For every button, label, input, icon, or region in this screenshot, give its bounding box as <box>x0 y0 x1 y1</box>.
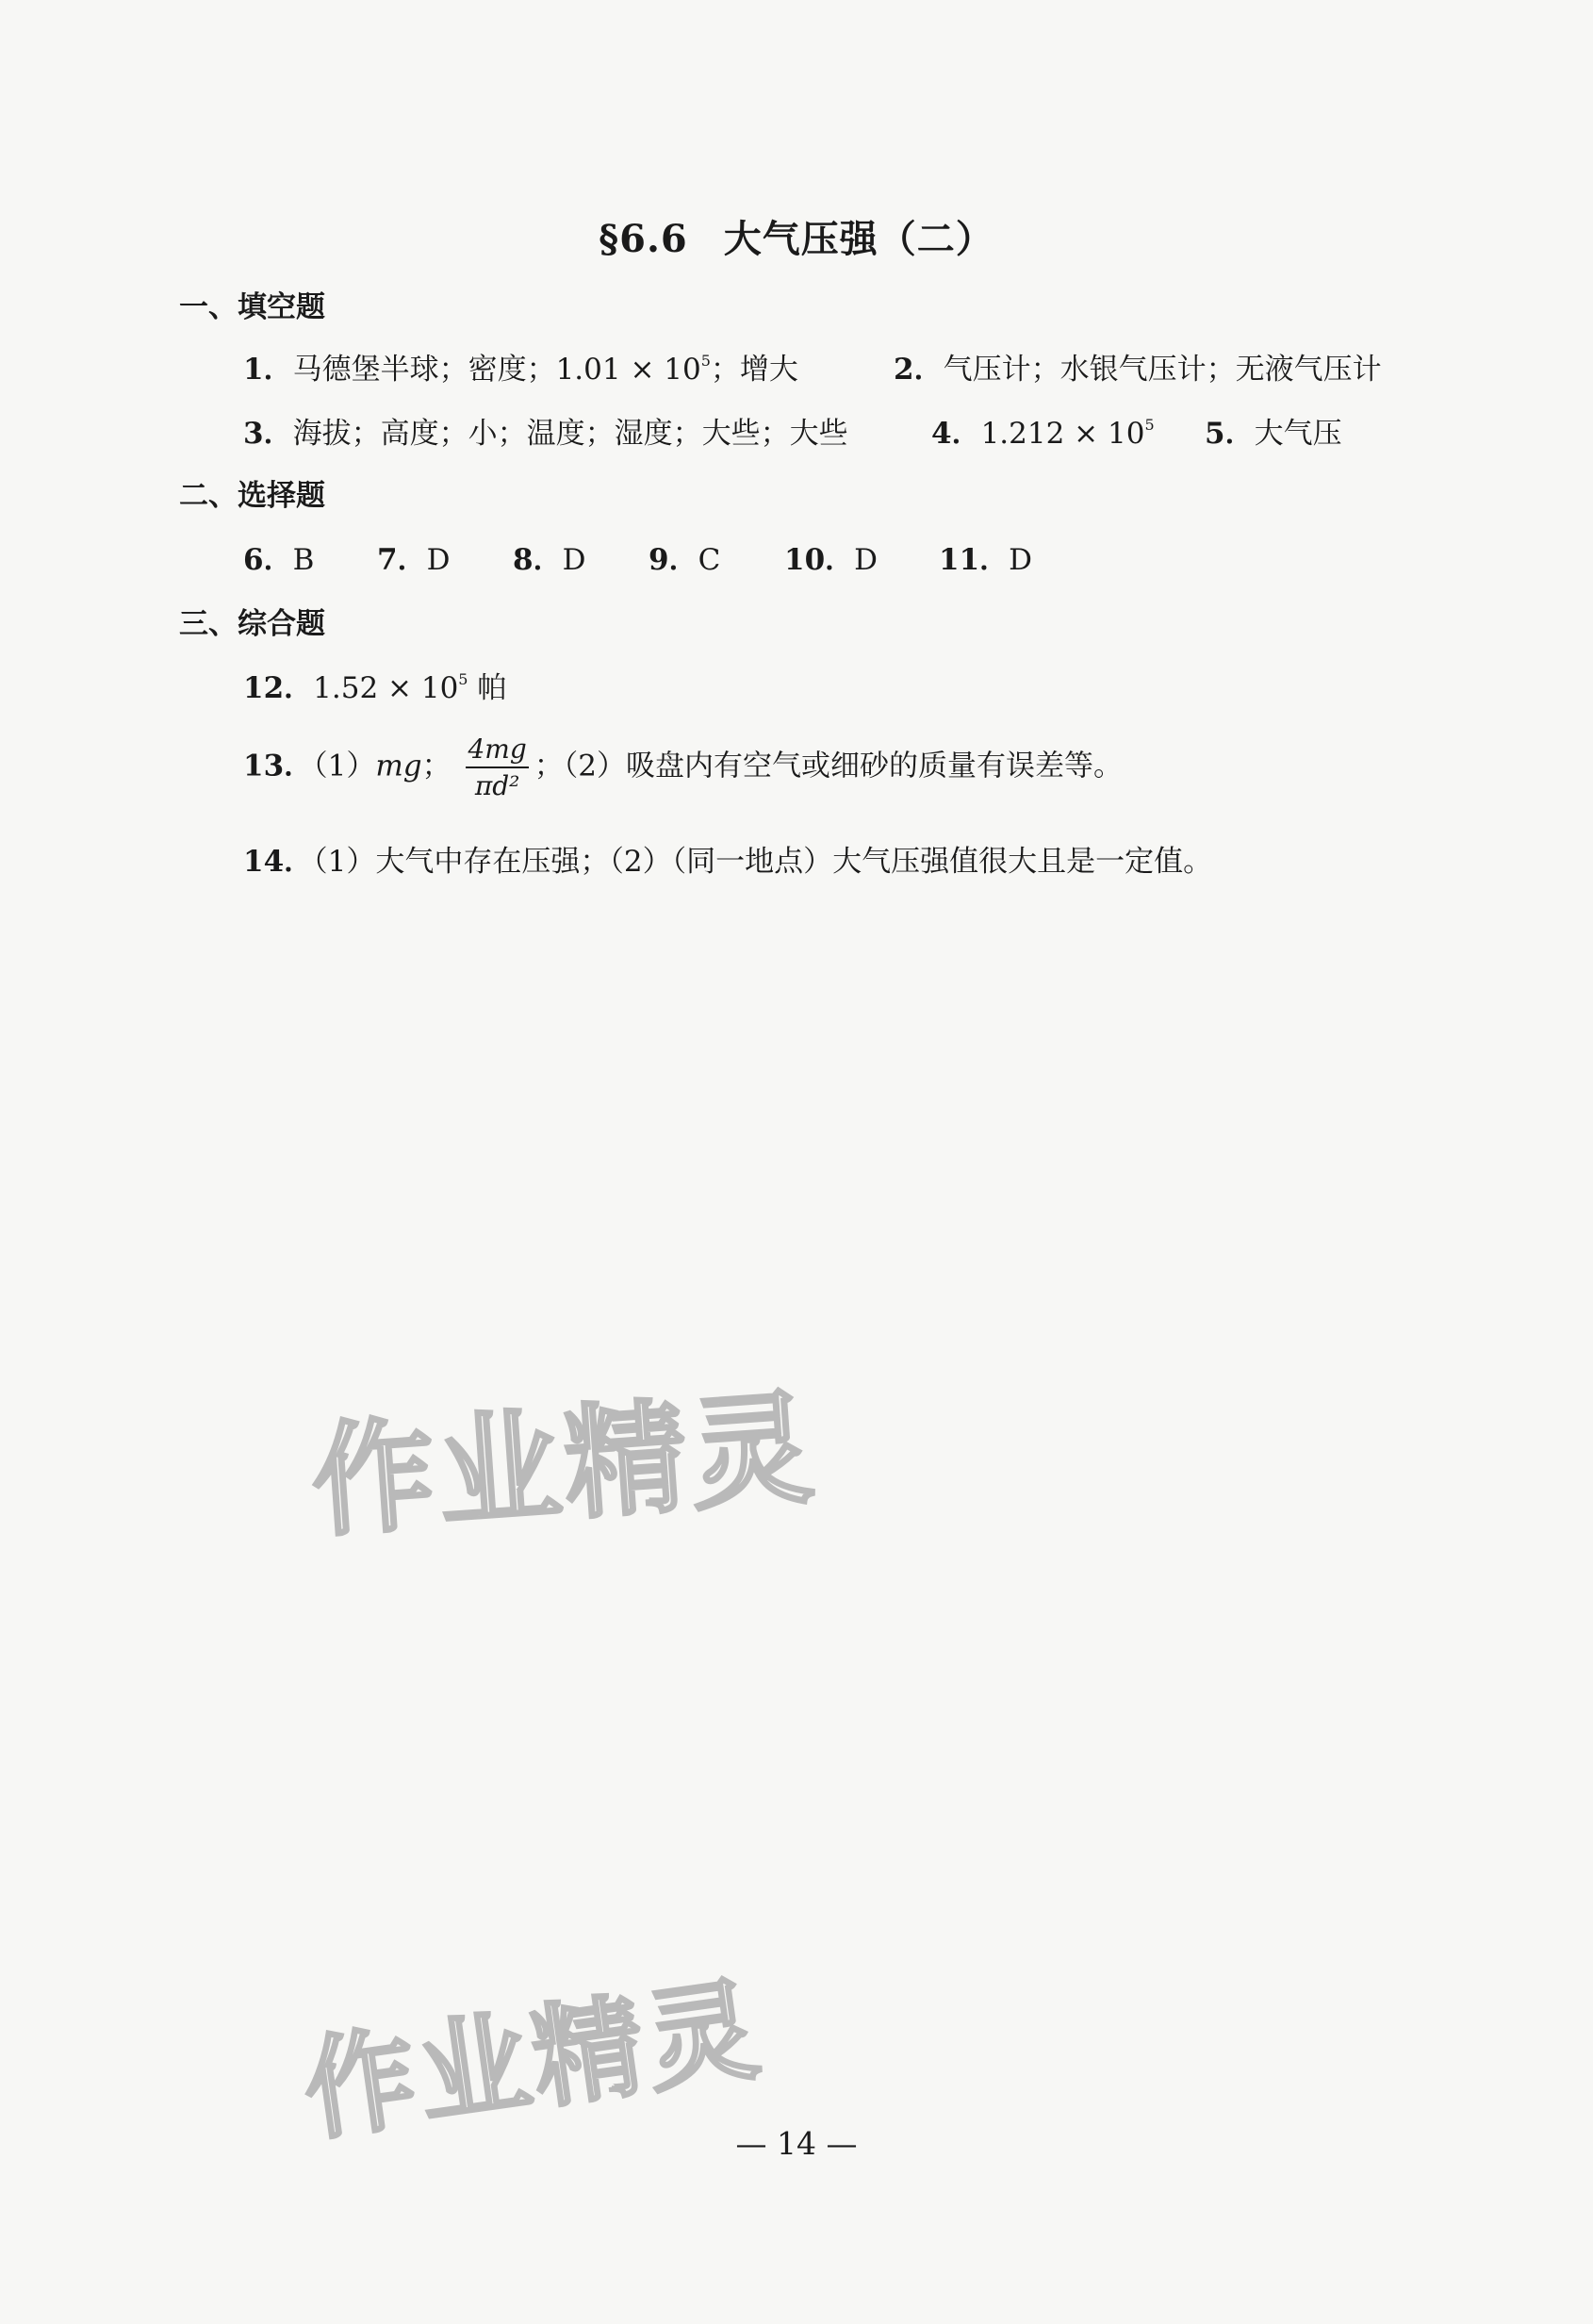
choice-answer: 11．D <box>939 543 1032 577</box>
section-fill-in: 一、填空题 <box>179 290 325 324</box>
page-title <box>0 209 1593 263</box>
choice-answer: 10．D <box>784 543 878 577</box>
question-1: 1．马德堡半球；密度；$1.01 \times 10^5$；增大 <box>243 352 798 387</box>
title-text: 大气压强（二） <box>723 217 994 261</box>
section-comprehensive: 三、综合题 <box>179 607 325 641</box>
title-number: §6.6 <box>599 217 688 261</box>
choice-answer: 8．D <box>513 543 586 577</box>
question-5: 5．大气压 <box>1205 417 1342 451</box>
choice-answer: 7．D <box>377 543 451 577</box>
choice-answer: 9．C <box>649 543 721 577</box>
section-choice: 二、选择题 <box>179 479 325 513</box>
question-13: 13．（1）mg； $\frac{4mg}{\text{πd²}}$ ；（2）吸盘内有空气或细砂的质量有误差等。 <box>243 733 1124 801</box>
choice-answer: 6．B <box>243 543 315 577</box>
watermark-logo: 作业精灵 <box>307 1376 822 1555</box>
watermark-logo: 作业精灵 <box>296 1963 770 2157</box>
page-number: — 14 — <box>735 2125 858 2162</box>
question-12: 12．$1.52 \times 10^5$ 帕 <box>243 670 507 705</box>
question-3: 3．海拔；高度；小；温度；湿度；大些；大些 <box>243 417 848 451</box>
fraction: $\frac{4mg}{\text{πd²}}$ <box>468 733 527 801</box>
question-2: 2．气压计；水银气压计；无液气压计 <box>894 353 1382 387</box>
question-4: 4．$1.212 \times 10^5$ <box>931 416 1155 451</box>
question-14: 14．（1）大气中存在压强；（2）（同一地点）大气压强值很大且是一定值。 <box>243 845 1213 879</box>
